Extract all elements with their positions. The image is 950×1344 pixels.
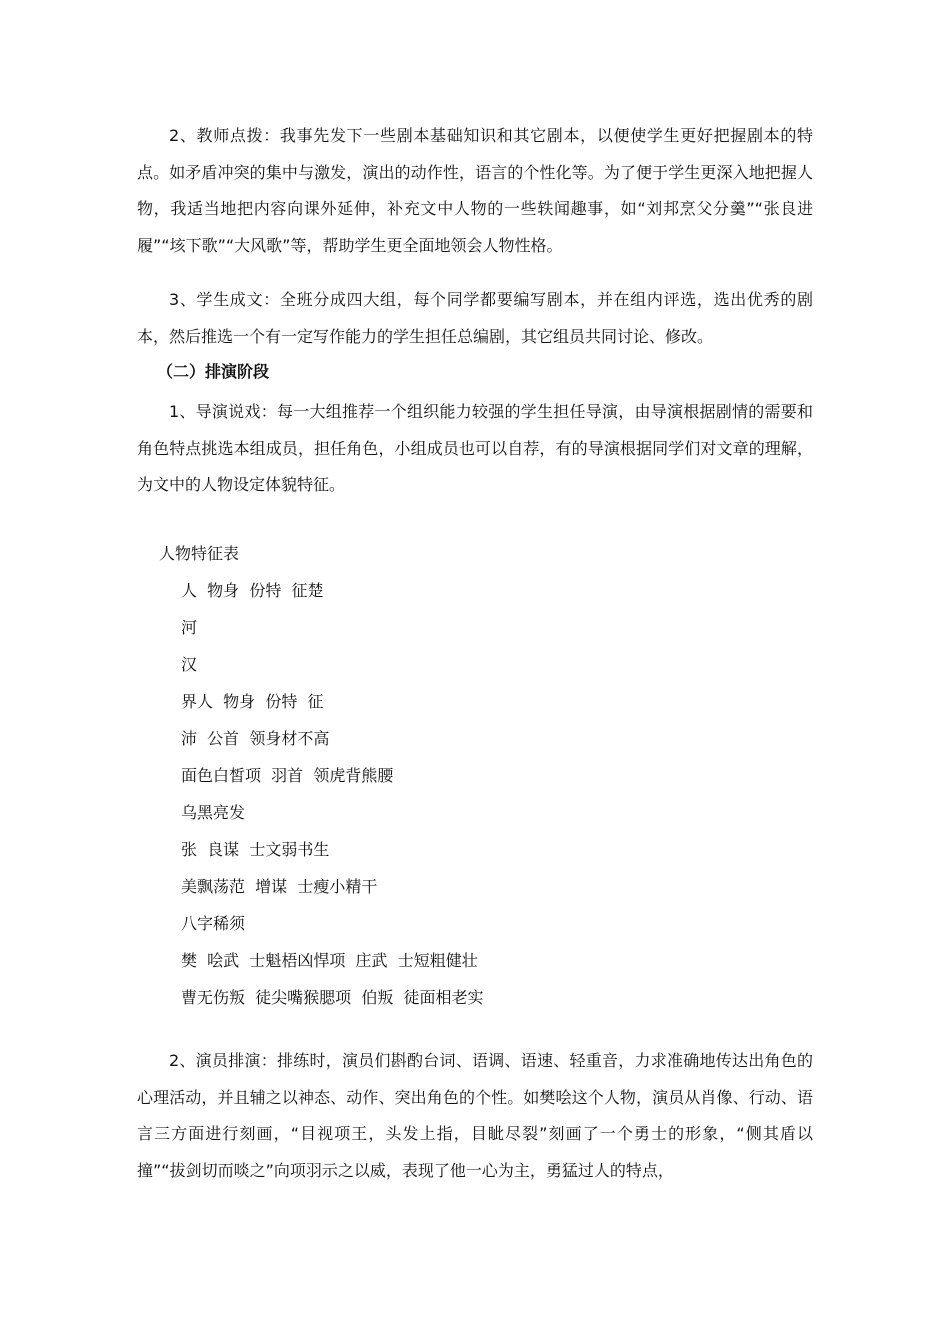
table-line: 汉 — [181, 655, 198, 674]
table-line: 人 物身 份特 征楚 — [181, 581, 324, 600]
table-line: 河 — [181, 618, 198, 637]
table-title: 人物特征表 — [159, 544, 240, 563]
table-line: 樊 哙武 士魁梧凶悍项 庄武 士短粗健壮 — [181, 951, 478, 970]
table-line: 八字稀须 — [181, 914, 246, 933]
table-line: 乌黑亮发 — [181, 803, 246, 822]
paragraph-director: 1、导演说戏：每一大组推荐一个组织能力较强的学生担任导演，由导演根据剧情的需要和角色特点挑选本组成员，担任角色，小组成员也可以自荐，有的导演根据同学们对文章的理解，为文中的人物设定体貌特征。 — [137, 402, 813, 494]
table-line: 界人 物身 份特 征 — [181, 692, 324, 711]
table-line: 曹无伤叛 徒尖嘴猴腮项 伯叛 徒面相老实 — [181, 988, 484, 1007]
paragraph-actors: 2、演员排演：排练时，演员们斟酌台词、语调、语速、轻重音，力求准确地传达出角色的心理活动，并且辅之以神态、动作、突出角色的个性。如樊哙这个人物，演员从肖像、行动、语言三方面进行刻画，“目视项王，头发上指，目眦尽裂”刻画了一个勇士的形象，“侧其盾以撞”“拔剑切而啖之”向项羽示之以威，表现了他一心为主，勇猛过人的特点， — [137, 1051, 813, 1180]
paragraph-student-writing: 3、学生成文：全班分成四大组，每个同学都要编写剧本，并在组内评选，选出优秀的剧本，然后推选一个有一定写作能力的学生担任总编剧，其它组员共同讨论、修改。 — [137, 290, 813, 346]
table-line: 面色白皙项 羽首 领虎背熊腰 — [181, 766, 394, 785]
section-heading-rehearsal: （二）排演阶段 — [157, 362, 270, 381]
paragraph-teacher-guidance: 2、教师点拨：我事先发下一些剧本基础知识和其它剧本，以便使学生更好把握剧本的特点。如矛盾冲突的集中与激发，演出的动作性，语言的个性化等。为了便于学生更深入地把握人物，我适当地把内容向课外延伸，补充文中人物的一些轶闻趣事，如“刘邦烹父分羹”“张良进履”“垓下歌”“大风歌”等，帮助学生更全面地领会人物性格。 — [137, 126, 813, 255]
table-line: 张 良谋 士文弱书生 — [181, 840, 330, 859]
table-line: 沛 公首 领身材不高 — [181, 729, 330, 748]
table-line: 美飘荡范 增谋 士瘦小精干 — [181, 877, 378, 896]
